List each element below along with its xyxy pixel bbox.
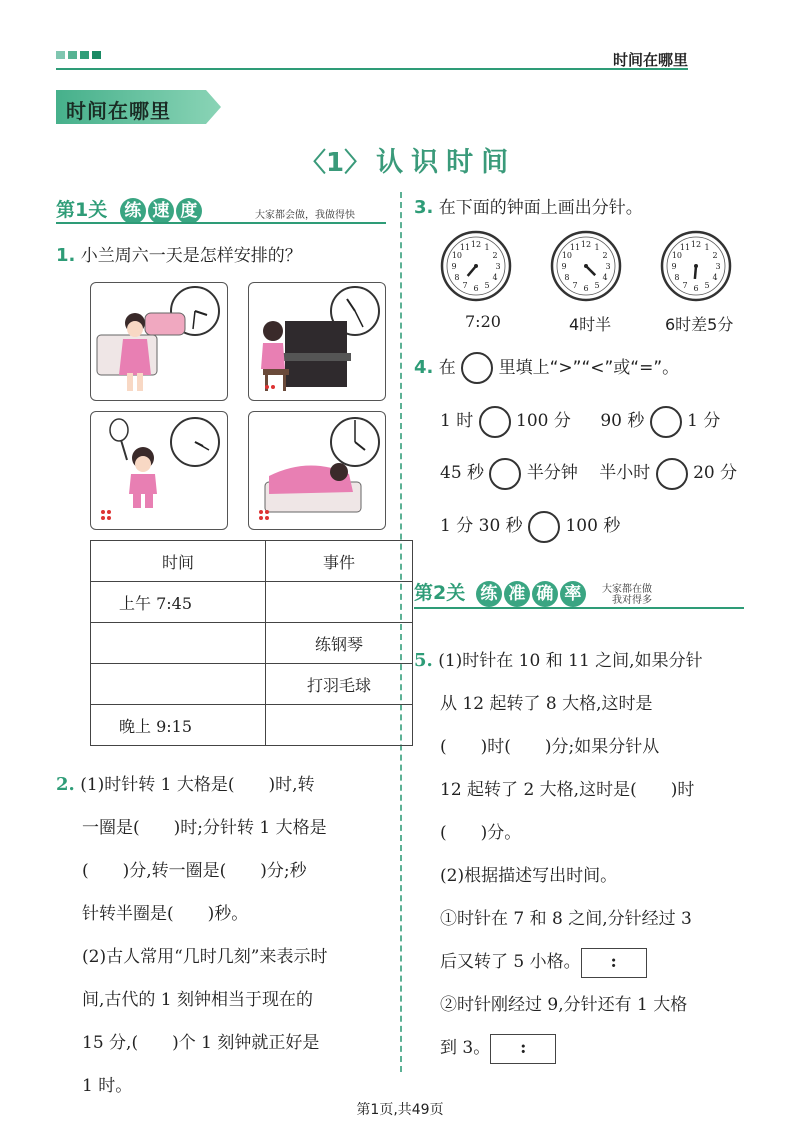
clock-label: 4时半 <box>569 315 612 334</box>
clock-numeral: 5 <box>484 281 490 291</box>
level1-badge: 度 <box>176 198 202 224</box>
level1-badge: 练 <box>120 198 146 224</box>
header-rule <box>56 68 688 70</box>
q4-term: 100 分 <box>516 411 571 431</box>
clock-numeral: 7 <box>462 281 468 291</box>
clock-numeral: 4 <box>712 273 718 282</box>
table-cell[interactable] <box>91 623 266 664</box>
q4-term: 100 秒 <box>565 516 621 536</box>
clock-numeral: 4 <box>602 273 608 282</box>
level2-prefix: 第2关 <box>414 582 466 604</box>
clock-numeral: 12 <box>470 240 482 249</box>
q2-line: 针转半圈是( )秒。 <box>82 904 249 924</box>
clock-icon <box>331 418 379 466</box>
q2-line: ( )分,转一圈是( )分;秒 <box>82 861 307 881</box>
q4-row <box>440 452 737 495</box>
level2-slogan <box>602 584 652 606</box>
level2-badge: 练 <box>476 581 502 607</box>
table-header-row <box>91 541 413 582</box>
clock-numeral: 10 <box>561 251 573 260</box>
q2-block <box>56 763 392 1108</box>
lesson-title-text: 认识时间 <box>376 147 517 178</box>
q2-line: 间,古代的 1 刻钟相当于现在的 <box>82 990 314 1010</box>
q5-line: 后又转了 5 小格。 <box>440 952 581 972</box>
q2-line: (1)时针转 1 大格是( )时,转 <box>80 775 315 795</box>
clock-numeral: 12 <box>580 240 592 249</box>
table-cell[interactable] <box>266 705 413 746</box>
header-title: 时间在哪里 <box>612 51 688 69</box>
q5-line: 从 12 起转了 8 大格,这时是 <box>440 694 653 714</box>
clock-numeral: 5 <box>594 281 600 291</box>
level1-badge: 速 <box>148 198 174 224</box>
clock-numeral: 8 <box>454 273 460 282</box>
clock-label: 7:20 <box>465 312 501 331</box>
clock-numeral: 11 <box>459 242 471 252</box>
level1-underline <box>56 222 386 224</box>
clock-numeral: 3 <box>605 262 611 271</box>
q5-line: (1)时针在 10 和 11 之间,如果分针 <box>438 651 703 671</box>
q4-term: 1 分 <box>687 411 721 431</box>
q1-number: 1. <box>56 245 76 266</box>
q2-line: 一圈是( )时;分针转 1 大格是 <box>82 818 327 838</box>
q5-line: 12 起转了 2 大格,这时是( )时 <box>440 780 695 800</box>
level1-header <box>56 195 202 224</box>
q5-number: 5. <box>414 650 433 671</box>
clock-numeral: 9 <box>451 262 457 271</box>
page-footer: 第1页,共49页 <box>356 1102 444 1118</box>
compare-circle[interactable] <box>489 458 521 490</box>
clock-numeral: 7 <box>572 281 578 291</box>
clock-numeral: 9 <box>671 262 677 271</box>
header-decor-squares <box>56 51 101 59</box>
clock-numeral: 7 <box>682 281 688 291</box>
clock-numeral: 6 <box>473 284 479 293</box>
picture-wake-up <box>90 282 228 401</box>
clock-numeral: 4 <box>492 273 498 282</box>
q4-number: 4. <box>414 357 434 378</box>
clock-numeral: 1 <box>594 242 600 252</box>
table-cell[interactable]: 打羽毛球 <box>266 664 413 705</box>
unit-banner-title: 时间在哪里 <box>66 99 171 123</box>
level2-slogan-line: 大家都在做 <box>602 584 652 595</box>
clock-face-icon[interactable] <box>442 232 510 300</box>
q4-term: 45 秒 <box>440 463 485 483</box>
level2-underline <box>414 607 744 609</box>
clock-numeral: 2 <box>712 251 718 260</box>
compare-circle-icon <box>461 352 493 384</box>
table-header-cell: 事件 <box>266 541 413 582</box>
picture-badminton <box>90 411 228 530</box>
q5-line: ①时针在 7 和 8 之间,分针经过 3 <box>440 909 692 929</box>
q2-number: 2. <box>56 774 75 795</box>
q3-prompt <box>414 186 643 230</box>
q2-line: 15 分,( )个 1 刻钟就正好是 <box>82 1033 320 1053</box>
clock-numeral: 5 <box>704 281 710 291</box>
level1-prefix: 第1关 <box>56 199 108 221</box>
q4-term: 半分钟 <box>526 463 578 483</box>
clock-numeral: 8 <box>564 273 570 282</box>
clock-numeral: 12 <box>690 240 702 249</box>
q4-term: 1 时 <box>440 411 474 431</box>
clock-numeral: 1 <box>484 242 490 252</box>
q5-line: ( )分。 <box>440 823 522 843</box>
time-answer-box[interactable]: : <box>490 1034 556 1064</box>
clock-numeral: 11 <box>679 242 691 252</box>
clock-face-icon[interactable] <box>552 232 620 300</box>
table-row <box>91 582 413 623</box>
q5-block <box>414 639 764 1070</box>
q2-line: 1 时。 <box>82 1076 133 1096</box>
schedule-table <box>90 540 413 746</box>
clock-label: 6时差5分 <box>665 315 734 334</box>
level2-slogan-line: 我对得多 <box>612 595 652 606</box>
table-row <box>91 664 413 705</box>
compare-circle[interactable] <box>479 406 511 438</box>
clock-face-icon[interactable] <box>662 232 730 300</box>
lesson-title <box>300 140 516 179</box>
level2-badge: 确 <box>532 581 558 607</box>
compare-circle[interactable] <box>650 406 682 438</box>
picture-sleep <box>248 411 386 530</box>
clock-numeral: 11 <box>569 242 581 252</box>
clock-icon <box>171 418 219 466</box>
table-row <box>91 705 413 746</box>
q4-prompt <box>414 346 679 390</box>
q3-clock-faces <box>440 228 760 308</box>
time-answer-box[interactable]: : <box>581 948 647 978</box>
clock-numeral: 2 <box>492 251 498 260</box>
level1-slogan: 大家都会做，我做得快 <box>255 210 355 221</box>
q5-line: ( )时( )分;如果分针从 <box>440 737 660 757</box>
compare-circle[interactable] <box>528 511 560 543</box>
level2-badge: 准 <box>504 581 530 607</box>
clock-numeral: 10 <box>671 251 683 260</box>
q4-suffix: 里填上“>”“<”或“=”。 <box>498 358 680 378</box>
table-cell[interactable]: 上午 7:45 <box>91 582 266 623</box>
clock-numeral: 2 <box>602 251 608 260</box>
q4-term: 20 分 <box>693 463 738 483</box>
clock-numeral: 10 <box>451 251 463 260</box>
clock-numeral: 3 <box>715 262 721 271</box>
q4-term: 90 秒 <box>600 411 645 431</box>
q4-prefix: 在 <box>438 358 456 378</box>
level2-header <box>414 578 586 607</box>
q1-text: 小兰周六一天是怎样安排的？ <box>80 246 302 266</box>
table-row <box>91 623 413 664</box>
clock-numeral: 6 <box>693 284 699 293</box>
q4-term: 半小时 <box>599 463 651 483</box>
q5-line: ②时针刚经过 9,分针还有 1 大格 <box>440 995 688 1015</box>
level2-badge: 率 <box>560 581 586 607</box>
q4-term: 1 分 30 秒 <box>440 516 523 536</box>
clock-numeral: 3 <box>495 262 501 271</box>
table-cell[interactable]: 练钢琴 <box>266 623 413 664</box>
compare-circle[interactable] <box>656 458 688 490</box>
lesson-number: 〈1〉 <box>300 148 371 178</box>
table-header-cell: 时间 <box>91 541 266 582</box>
table-cell[interactable]: 晚上 9:15 <box>91 705 266 746</box>
clock-numeral: 8 <box>674 273 680 282</box>
clock-numeral: 9 <box>561 262 567 271</box>
clock-numeral: 1 <box>704 242 710 252</box>
q5-line: 到 3。 <box>440 1038 491 1058</box>
q3-number: 3. <box>414 197 434 218</box>
picture-piano <box>248 282 386 401</box>
table-cell[interactable] <box>91 664 266 705</box>
q4-row <box>440 400 720 443</box>
q3-text: 在下面的钟面上画出分针。 <box>438 198 643 218</box>
q1-prompt <box>56 234 302 278</box>
q2-line: (2)古人常用“几时几刻”来表示时 <box>82 947 328 967</box>
q5-line: (2)根据描述写出时间。 <box>440 866 618 886</box>
table-cell[interactable] <box>266 582 413 623</box>
clock-numeral: 6 <box>583 284 589 293</box>
q4-row <box>440 505 620 548</box>
